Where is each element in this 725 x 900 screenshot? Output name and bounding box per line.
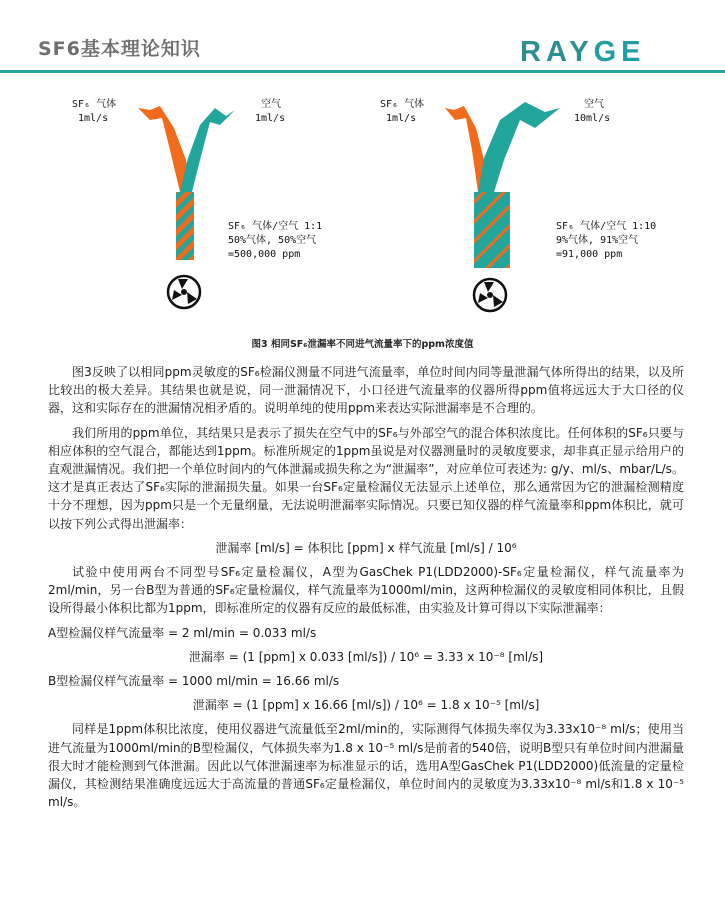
- type-b-flow-line: B型检漏仪样气流量率 = 1000 ml/min = 16.66 ml/s: [48, 674, 340, 689]
- paragraph-2: 我们所用的ppm单位，其结果只是表示了损失在空气中的SF₆与外部空气的混合体积浓度比。任何体积的SF₆只要与相应体积的空气混合，都能达到1ppm。标准所规定的1ppm虽说是对仪器测量时的灵敏度要求，却非真正显示给用户的直观泄漏情况。我们把一个单位时间内的气体泄漏或损失称之为“泄漏率”，对应单位可表述为: g/y、ml/s、mbar/L/s。这才是真正表达了SF₆实际的泄漏损失量。如果一台SF₆定量检漏仪无法显示上述单位，那么通常因为它的泄漏检测精度十分不理想，因为ppm只是一个无量纲量，无法说明泄漏率实际情况。只要已知仪器的样气流量率和ppm体积比，就可以按下列公式得出泄漏率：: [48, 425, 684, 531]
- page-title: SF6基本理论知识: [38, 38, 201, 60]
- right-air-label: 空气 10ml/s: [574, 99, 611, 124]
- figure-caption: 图3 相同SF₆泄漏率不同进气流量率下的ppm浓度值: [251, 339, 474, 350]
- left-air-stream: [180, 108, 235, 192]
- header-divider: [0, 70, 725, 73]
- left-gas-label: SF₆ 气体 1ml/s: [72, 99, 117, 124]
- logo-text-ray: RAY: [520, 36, 594, 68]
- right-flow-diagram: [445, 102, 560, 311]
- right-gas-label: SF₆ 气体 1ml/s: [380, 99, 425, 124]
- left-fan-icon: [168, 276, 200, 308]
- right-fan-icon: [474, 279, 506, 311]
- right-air-stream: [478, 102, 560, 192]
- body-text: [48, 363, 684, 811]
- logo-text-ge: GE: [593, 36, 646, 68]
- right-mixed-pipe: [474, 192, 510, 268]
- formula-type-b: 泄漏率 = (1 [ppm] x 16.66 [ml/s]) / 10⁶ = 1.8 x 10⁻⁵ [ml/s]: [192, 698, 540, 713]
- paragraph-1: 图3反映了以相同ppm灵敏度的SF₆检漏仪测量不同进气流量率，单位时间内同等量泄漏气体所得出的结果，以及所比较出的极大差异。其结果也就是说，同一泄漏情况下，小口径进气流量率的仪器所得ppm值将远远大于大口径的仪器，这和实际存在的泄漏情况相矛盾的。说明单纯的使用ppm来表达实际泄漏率是不合理的。: [48, 365, 684, 416]
- rayge-logo: [520, 36, 645, 69]
- formula-leak-rate: 泄漏率 [ml/s] = 体积比 [ppm] x 样气流量 [ml/s] / 10⁶: [215, 540, 517, 555]
- formula-type-a: 泄漏率 = (1 [ppm] x 0.033 [ml/s]) / 10⁶ = 3.33 x 10⁻⁸ [ml/s]: [188, 649, 544, 664]
- left-mixed-pipe: [176, 192, 194, 260]
- figure-3: [0, 80, 725, 350]
- paragraph-3: 试验中使用两台不同型号SF₆定量检漏仪，A型为GasChek P1(LDD2000)-SF₆定量检漏仪，样气流量率为2ml/min，另一台B型为普通的SF₆定量检漏仪，样气流量率为1000ml/min，这两种检漏仪的灵敏度相同体积比，且假设所得最小体积比都为1ppm，即标准所定的仪器有反应的最低标准，由实验及计算可得以下实际泄漏率：: [48, 565, 684, 616]
- right-mix-info: SF₆ 气体/空气 1:10 9%气体, 91%空气 =91,000 ppm: [556, 221, 657, 260]
- type-a-flow-line: A型检漏仪样气流量率 = 2 ml/min = 0.033 ml/s: [48, 625, 317, 640]
- right-sf6-stream: [445, 106, 486, 192]
- left-flow-diagram: [138, 106, 235, 308]
- page-header: [0, 0, 725, 78]
- left-air-label: 空气 1ml/s: [255, 99, 286, 124]
- left-mix-info: SF₆ 气体/空气 1:1 50%气体, 50%空气 =500,000 ppm: [228, 221, 323, 260]
- paragraph-4: 同样是1ppm体积比浓度，使用仪器进气流量低至2ml/min的，实际测得气体损失率仅为3.33x10⁻⁸ ml/s；使用当进气流量为1000ml/min的B型检漏仪，气体损失率为1.8 x 10⁻⁵ ml/s是前者的540倍，说明B型只有单位时间内泄漏量很大时才能检测到气体泄漏。因此以气体泄漏速率为标准显示的话，选用A型GasChek P1(LDD2000)低流量的定量检漏仪，其检测结果准确度远远大于高流量的普通SF₆定量检漏仪，单位时间内的灵敏度为3.33x10⁻⁸ ml/s和1.8 x 10⁻⁵ ml/s。: [48, 722, 684, 810]
